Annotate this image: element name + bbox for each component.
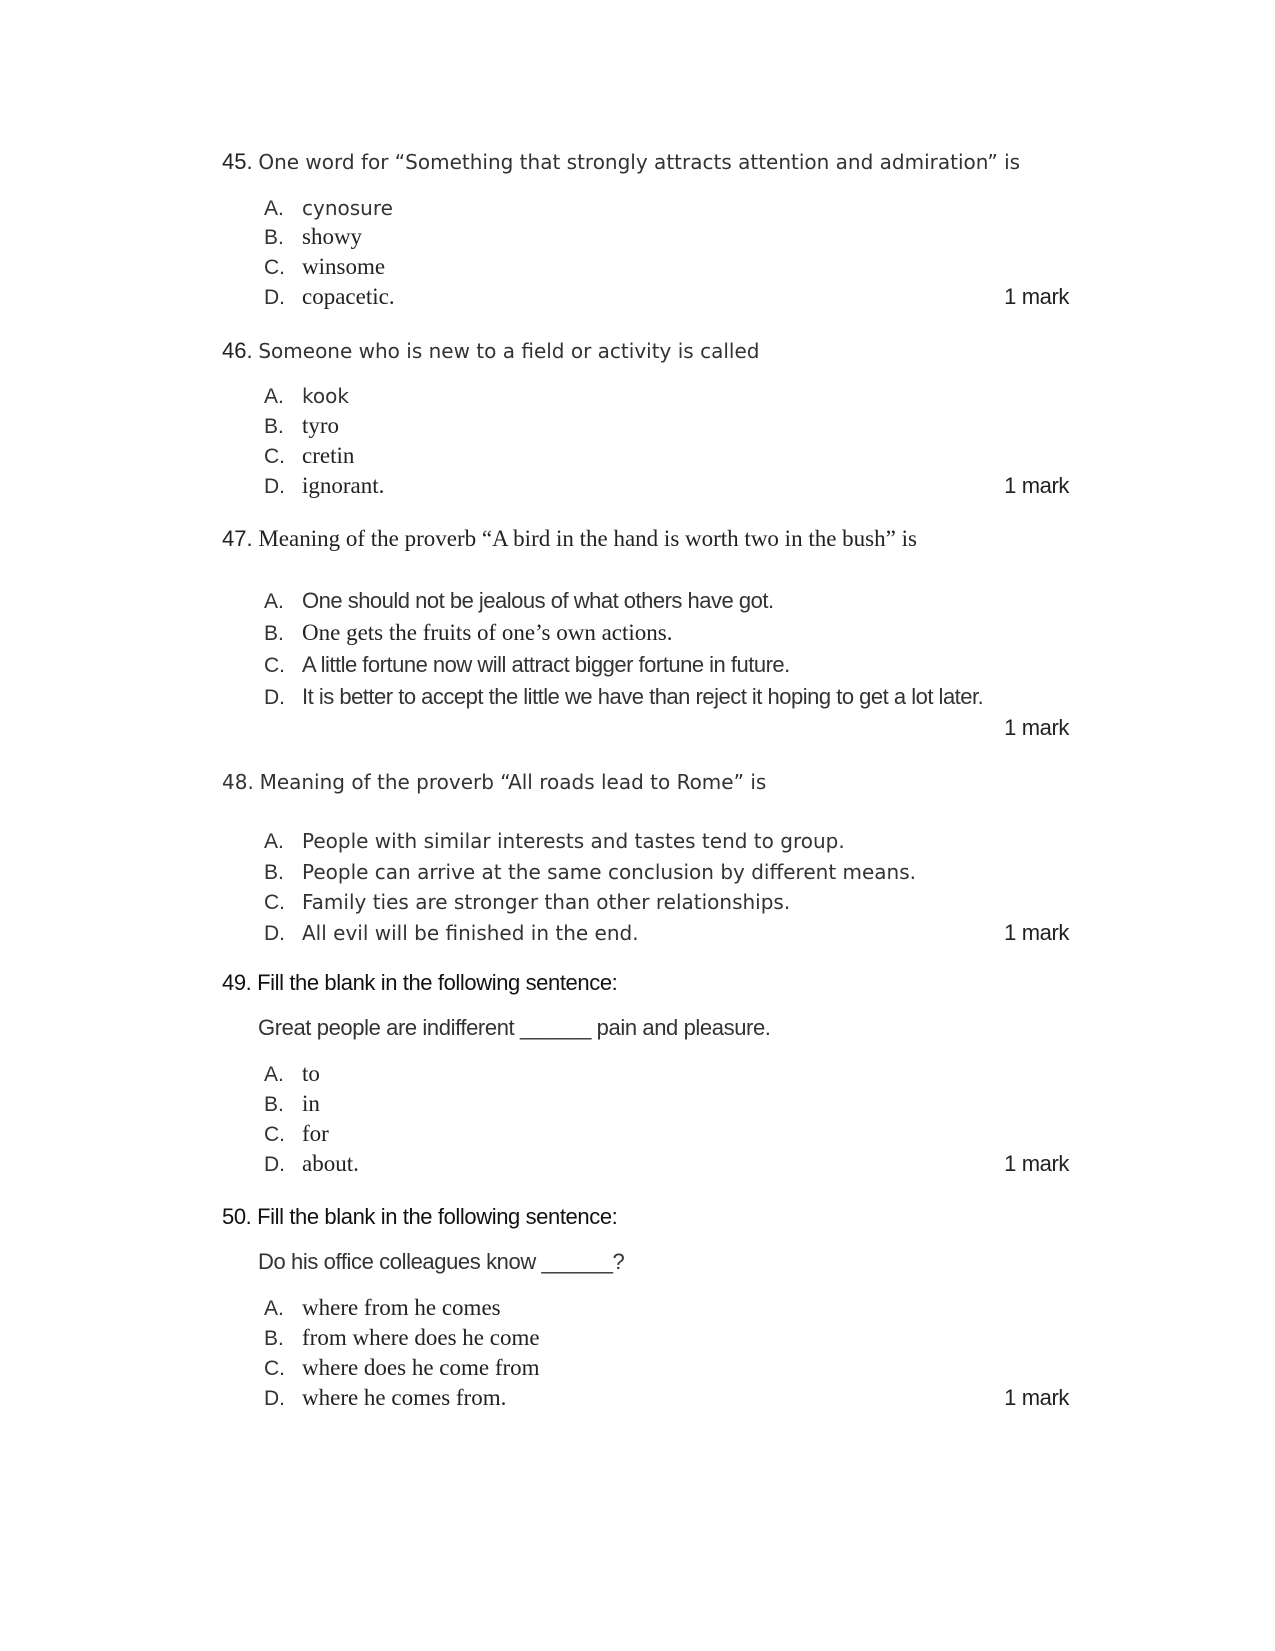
question-49-option-a (264, 1059, 320, 1090)
option-text: winsome (302, 254, 386, 279)
question-49-mark: 1 mark (1004, 1151, 1069, 1176)
question-47-mark: 1 mark (1004, 715, 1069, 740)
option-text: showy (302, 224, 363, 249)
option-text: People with similar interests and tastes tend to group. (302, 829, 845, 853)
question-number: 46. (222, 338, 253, 363)
option-letter: A. (264, 1063, 284, 1086)
question-50-option-b (264, 1323, 540, 1354)
option-letter: B. (264, 861, 284, 884)
question-46-option-a (264, 381, 349, 412)
option-text: kook (302, 384, 349, 408)
option-text: cynosure (302, 196, 393, 220)
question-49-option-b (264, 1089, 320, 1120)
question-47-option-b (264, 618, 672, 649)
question-50-option-a (264, 1293, 501, 1324)
option-letter: B. (264, 226, 284, 249)
question-50-sentence: Do his office colleagues know ______? (258, 1249, 625, 1274)
question-50-option-c (264, 1353, 540, 1384)
question-48-option-c (264, 887, 790, 918)
option-text: tyro (302, 413, 340, 438)
option-letter: A. (264, 385, 284, 408)
question-prompt: One word for “Something that strongly attracts attention and admiration” is (258, 150, 1021, 174)
question-prompt: Meaning of the proverb “All roads lead to Rome” is (259, 770, 767, 794)
question-47-option-d (264, 682, 983, 713)
question-45-option-d (264, 282, 395, 313)
option-letter: C. (264, 891, 285, 914)
option-letter: A. (264, 197, 284, 220)
option-letter: D. (264, 1387, 285, 1410)
option-text: for (302, 1121, 329, 1146)
option-letter: C. (264, 256, 285, 279)
question-48-heading (222, 767, 766, 797)
question-47-option-c (264, 650, 790, 681)
option-letter: C. (264, 1123, 285, 1146)
option-letter: A. (264, 1297, 284, 1320)
option-text: where does he come from (302, 1355, 540, 1380)
question-49-option-c (264, 1119, 329, 1150)
option-text: from where does he come (302, 1325, 540, 1350)
option-letter: A. (264, 590, 284, 613)
option-text: ignorant. (302, 473, 385, 498)
option-letter: B. (264, 1093, 284, 1116)
question-45-option-b (264, 222, 362, 253)
question-number: 50. (222, 1204, 252, 1229)
option-text: in (302, 1091, 320, 1116)
option-text: All evil will be finished in the end. (302, 921, 639, 945)
question-46-heading (222, 336, 759, 366)
question-number: 47. (222, 526, 253, 551)
question-49-sentence: Great people are indifferent ______ pain and pleasure. (258, 1015, 771, 1040)
question-46-option-d (264, 471, 384, 502)
question-prompt: Meaning of the proverb “A bird in the hand is worth two in the bush” is (258, 526, 917, 551)
option-letter: A. (264, 830, 284, 853)
question-46-option-c (264, 441, 354, 472)
question-48-mark: 1 mark (1004, 920, 1069, 945)
question-45-heading (222, 147, 1020, 177)
question-47-option-a (264, 586, 774, 617)
question-prompt: Fill the blank in the following sentence: (257, 970, 618, 995)
option-text: where he comes from. (302, 1385, 507, 1410)
question-50-mark: 1 mark (1004, 1385, 1069, 1410)
question-prompt: Fill the blank in the following sentence: (257, 1204, 618, 1229)
option-letter: C. (264, 654, 285, 677)
option-letter: B. (264, 1327, 284, 1350)
question-number: 49. (222, 970, 252, 995)
option-letter: D. (264, 1153, 285, 1176)
question-49-option-d (264, 1149, 359, 1180)
option-letter: D. (264, 286, 285, 309)
option-text: Family ties are stronger than other relationships. (302, 890, 791, 914)
option-text: to (302, 1061, 320, 1086)
question-prompt: Someone who is new to a field or activity is called (258, 339, 760, 363)
question-45-option-c (264, 252, 385, 283)
option-text: It is better to accept the little we have than reject it hoping to get a lot later. (302, 684, 984, 709)
option-letter: B. (264, 415, 284, 438)
question-number: 48. (222, 770, 254, 794)
question-45-mark: 1 mark (1004, 284, 1069, 309)
option-text: where from he comes (302, 1295, 501, 1320)
option-letter: C. (264, 1357, 285, 1380)
question-48-option-a (264, 826, 845, 857)
question-45-option-a (264, 193, 393, 224)
option-text: copacetic. (302, 284, 395, 309)
question-48-option-d (264, 918, 639, 949)
option-letter: B. (264, 622, 284, 645)
option-text: cretin (302, 443, 355, 468)
option-letter: D. (264, 475, 285, 498)
question-50-option-d (264, 1383, 506, 1414)
option-text: One gets the fruits of one’s own actions. (302, 620, 673, 645)
option-text: A little fortune now will attract bigger fortune in future. (302, 652, 790, 677)
question-46-mark: 1 mark (1004, 473, 1069, 498)
question-46-option-b (264, 411, 339, 442)
option-text: One should not be jealous of what others have got. (302, 588, 774, 613)
question-48-option-b (264, 857, 916, 888)
option-letter: D. (264, 686, 285, 709)
option-text: People can arrive at the same conclusion by different means. (302, 860, 917, 884)
question-49-heading (222, 968, 617, 998)
question-50-heading (222, 1202, 617, 1232)
question-number: 45. (222, 149, 253, 174)
option-letter: D. (264, 922, 285, 945)
option-letter: C. (264, 445, 285, 468)
question-47-heading (222, 524, 917, 554)
option-text: about. (302, 1151, 359, 1176)
